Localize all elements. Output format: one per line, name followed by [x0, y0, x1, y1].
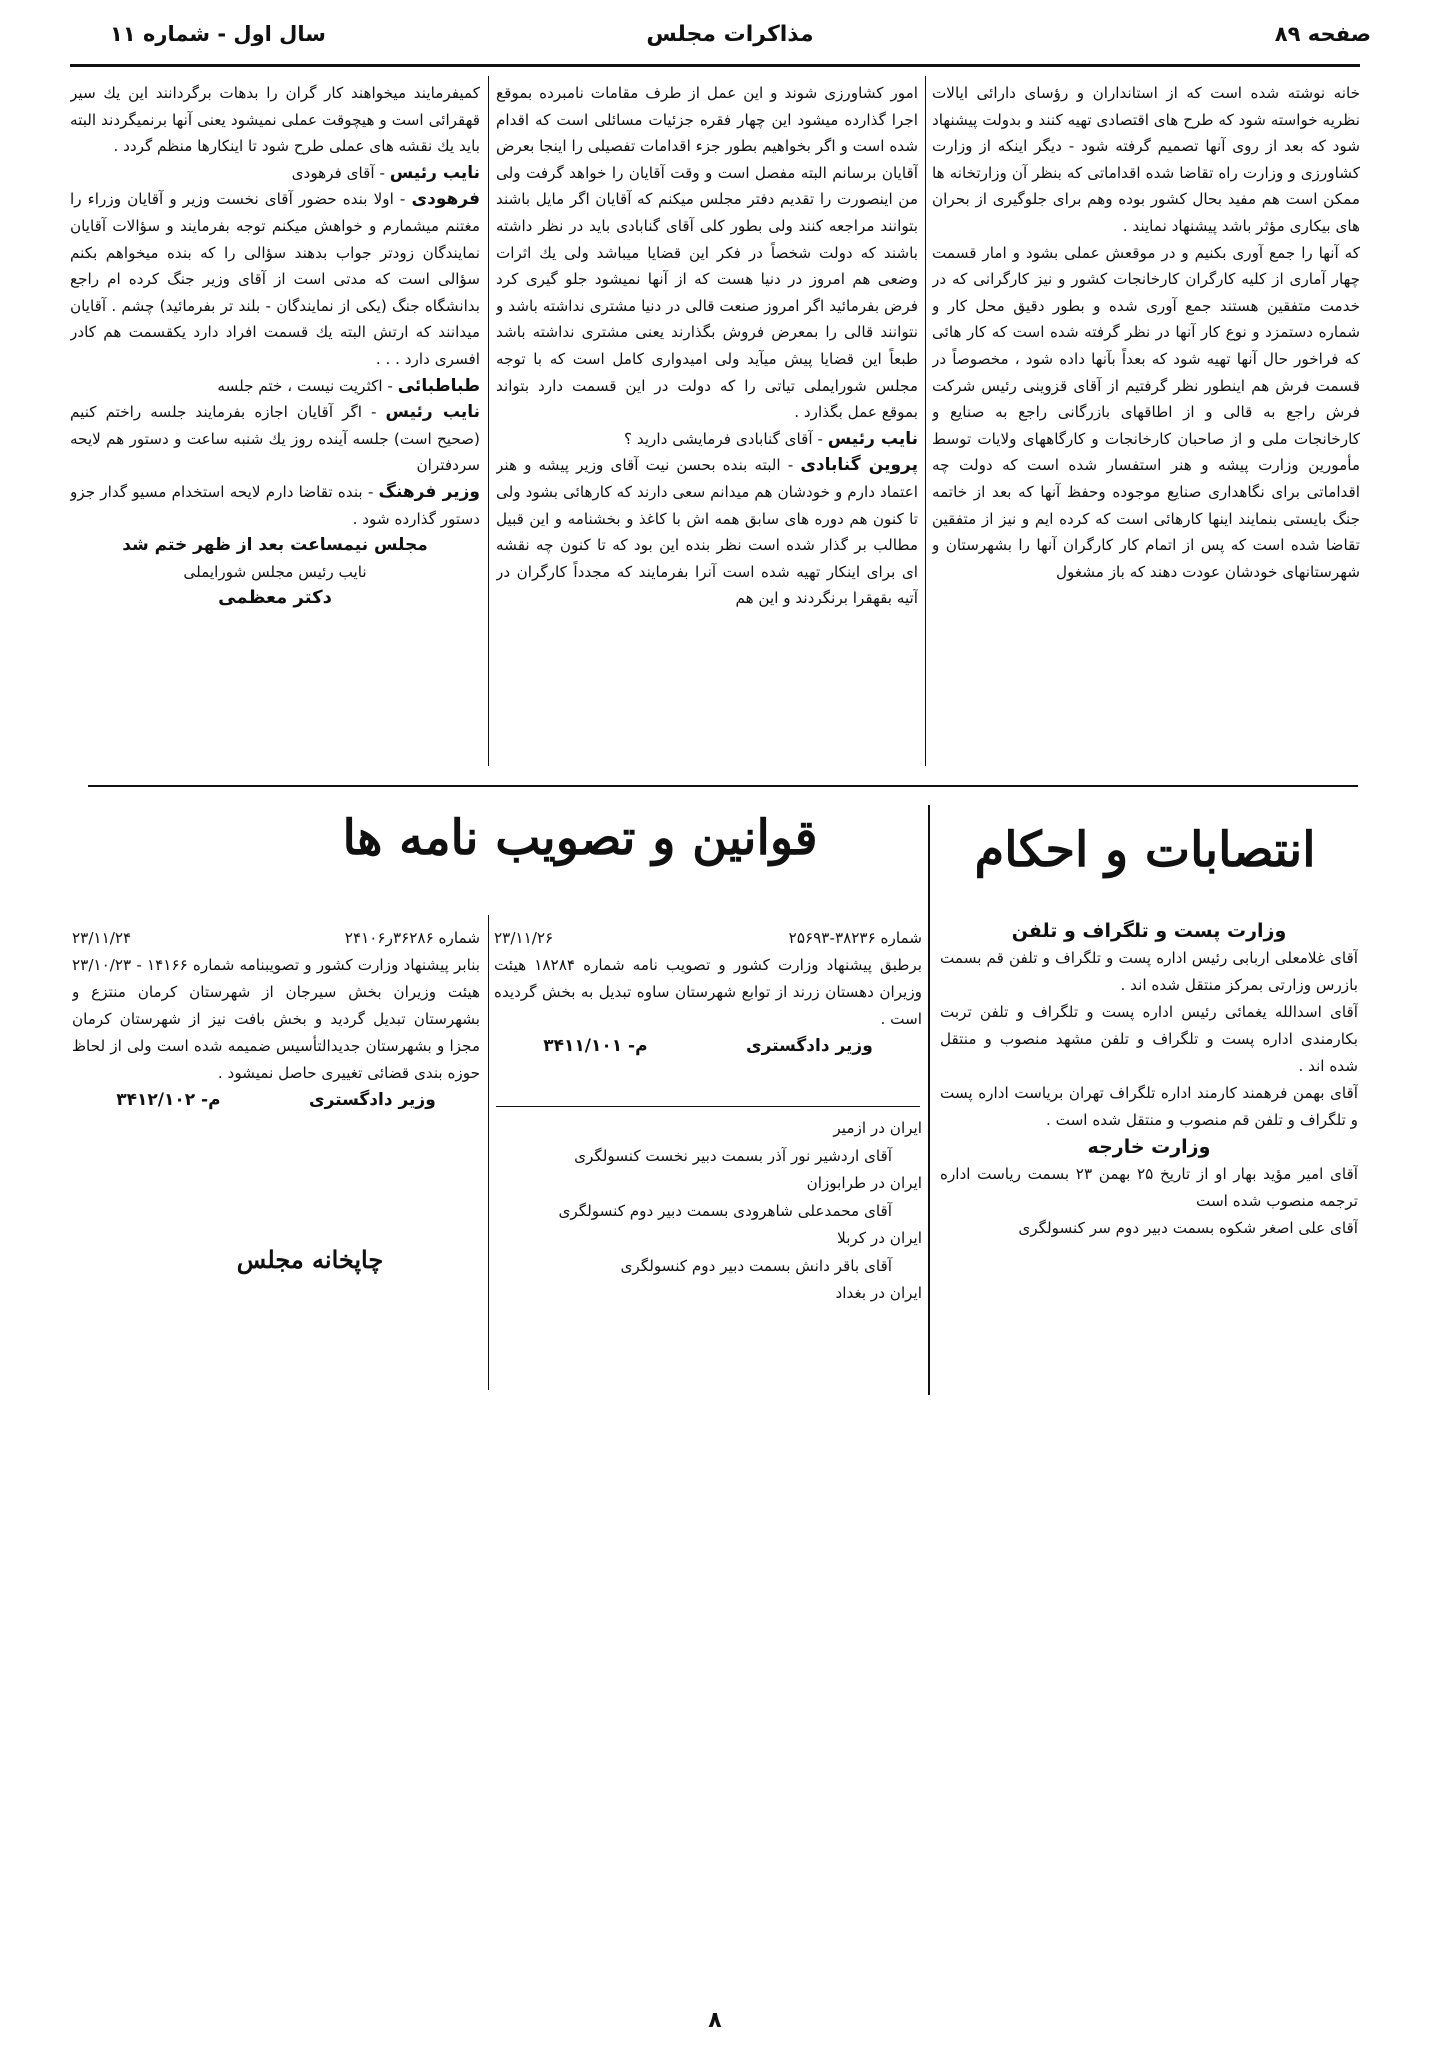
decree-code: م- ۳۴۱۱/۱۰۱ [543, 1036, 648, 1056]
appointment-entry: آقای اسدالله یغمائی رئیس اداره پست و تلگراف و تلفن تربت بکارمندی اداره پست و تلگراف و تلفن مشهد منصوب و منتقل شده اند . [940, 1003, 1358, 1075]
speaker-text: - اولا بنده حضور آقای نخست وزیر و آقایان وزراء را مغتنم میشمارم و خواهش میکنم توجه بفرمایند و سؤالات آقایان نمایندگان زودتر جواب بدهند سؤالی را که بنده میخواهم بکنم سؤالی است که مدتی است از آقای وزیر جنگ کرده ام راجع بدانشگاه جنگ (یکی از نمایندگان - بلند تر بفرمائید) چشم . آقایان میدانند که ارتش البته یك قسمت افراد دارد یکقسمت هم کادر افسری دارد . . . [70, 190, 480, 368]
press-stamp: چاپخانه مجلس [236, 1245, 384, 1274]
speaker-name: نایب رئیس [827, 428, 918, 449]
appointments-column [940, 918, 1358, 1388]
list-item: آقای اردشیر نور آذر بسمت دبیر نخست کنسولگری [574, 1146, 892, 1165]
speaker-name: پروین گنابادی [800, 455, 918, 476]
signature-name: دکتر معظمی [218, 587, 332, 609]
decree-rule [496, 1106, 920, 1107]
column-divider [925, 76, 926, 766]
speaker-turn [70, 479, 480, 532]
decree-2 [72, 925, 480, 1170]
speaker-turn [70, 399, 480, 479]
section-rule [88, 785, 1358, 787]
decree-body: بنابر پیشنهاد وزارت کشور و تصویبنامه شماره ۱۴۱۶۶ - ۲۳/۱۰/۲۳ هیئت وزیران بخش سیرجان از شهرستان کرمان منتزع و بشهرستان تبدیل گردید و بخش بافت نیز از شهرستان کرمان مجزا و بشهرستان جدیدالتأسیس ضمیمه شده است ولی از لحاظ حوزه بندی قضائی تغییری حاصل نمیشود . [72, 956, 480, 1082]
page-label: صفحه ۸۹ [1274, 22, 1371, 46]
speaker-name: وزیر فرهنگ [378, 481, 480, 502]
paragraph: کمیفرمایند میخواهند کار گران را بدهات برگردانند این یك سیر قهقرائی است و هیچوقت عملی نمیشود یعنی آنها برنمیگردند البته باید یك نقشه های عملی طرح شود تا اینکارها منظم گردد . [70, 84, 480, 156]
appointment-entry: آقای علی اصغر شکوه بسمت دبیر دوم سر کنسولگری [1018, 1219, 1358, 1237]
decree-signature [494, 1033, 922, 1060]
list-item: ایران در طرابوزان [806, 1174, 922, 1192]
decree-code: م- ۳۴۱۲/۱۰۲ [116, 1090, 221, 1110]
speaker-name: نایب رئیس [389, 162, 480, 183]
appointment-entry: آقای بهمن فرهمند کارمند اداره تلگراف تهران بریاست اداره پست و تلگراف و تلفن قم منصوب و منتقل شده است . [940, 1084, 1358, 1129]
decree-meta [72, 925, 480, 952]
paragraph: که آنها را جمع آوری بکنیم و در موقعش عملی بشود و امار قسمت چهار آماری از کلیه کارگران کارخانجات کشور و نیز کارگرانی که در خدمت متفقین هستند جمع آوری شده و بطور دقیق محل کار و شماره دستمزد و نوع کار آنها در نظر گرفته شده است که کار هائی که فراخور حال آنها تهیه شود که بعداً بآنها داده شود ، مخصوصاً در قسمت فرش هم اینطور نظر گرفتیم از آقای قزوینی رئیس شرکت فرش راجع به قالی و از اطاقهای بازرگانی راجع به صنایع و کارخانجات ملی و از صاحبان کارخانجات و کارگاههای ولایات توسط مأمورین وزارت پیشه و هنر استفسار شده است که دولت چه اقداماتی برای نگاهداری صنایع موجوده وحفظ آنها که بعد از خاتمه جنگ بایستی بنمایند اینها کارهائی است که کرده ایم و نیز از متفقین تقاضا شده است که پس از اتمام کار کارگران آنها را بشهرستان و شهرستانهای خودشان عودت دهند که باز مشغول [932, 243, 1360, 581]
decree-number: شماره ۳۸۲۳۶-۲۵۶۹۳ [788, 929, 922, 947]
issue-label: سال اول - شماره ۱۱ [110, 22, 326, 46]
speaker-text: - البته بنده بحسن نیت آقای وزیر پیشه و هنر اعتماد دارم و خودشان هم میدانم سعی دارند که کارهائی بشود ولی تا کنون هم دوره های سابق همه اش با کاغذ و بخشنامه و این قبیل مطالب بر گذار شده است نظر بنده این بود که تا کنون چه نقشه ای برای اینکار تهیه شده است آنرا بفرمایند که مجدداً کارگران در آتیه بقهقرا برنگردند و این هم [496, 456, 918, 608]
list-item: ایران در کربلا [837, 1229, 922, 1247]
laws-heading: قوانین و تصویب نامه ها [342, 810, 818, 866]
paragraph: خانه نوشته شده است که از استانداران و رؤسای دارائی ایالات نظریه خواسته شود که طرح های اقتصادی تهیه کنند و بدولت پیشنهاد شود که بعد از روی آنها تصمیم گرفته شود - دیگر اینکه از وزارت کشاورزی و وزارت راه تقاضا شده اقداماتی که بنظر آن وزارتخانه ها ممکن است هم مفید بحال کشور بوده وهم برای جلوگیری از بحران های بیکاری مؤثر باشد پیشنهاد نمایند . [932, 84, 1360, 235]
decree-number: شماره ۳۶۲۸۶ر۲۴۱۰۶ [344, 929, 480, 947]
column-divider [928, 805, 930, 1395]
decree-date: ۲۳/۱۱/۲۶ [494, 929, 554, 947]
speaker-text: - آقای فرهودی [291, 163, 390, 182]
list-item: ایران در ازمیر [833, 1119, 922, 1137]
speaker-text: - اگر آقایان اجازه بفرمایند جلسه راختم کنیم (صحیح است) جلسه آینده روز یك شنبه ساعت و دستور هم لایحه سردفتران [70, 403, 480, 475]
column-divider [488, 915, 489, 1390]
decree-date: ۲۳/۱۱/۲۴ [72, 929, 132, 947]
appointments-heading: انتصابات و احکام [974, 822, 1316, 878]
ministry-heading: وزارت پست و تلگراف و تلفن [1011, 920, 1287, 942]
decree-signer: وزیر دادگستری [308, 1090, 436, 1110]
speaker-turn [496, 426, 918, 453]
speaker-name: فرهودی [411, 189, 480, 210]
appointment-entry: آقای امیر مؤید بهار او از تاریخ ۲۵ بهمن ۲۳ بسمت ریاست اداره ترجمه منصوب شده است [940, 1165, 1358, 1210]
decree-body: برطبق پیشنهاد وزارت کشور و تصویب نامه شماره ۱۸۲۸۴ هیئت وزیران دهستان زرند از توابع شهرستان ساوه تبدیل به بخش گردیده است . [494, 956, 922, 1028]
decree-1 [494, 925, 922, 1095]
session-column-middle [496, 80, 918, 766]
session-end-note: مجلس نیمساعت بعد از ظهر ختم شد [122, 535, 428, 556]
list-item: آقای محمدعلی شاهرودی بسمت دبیر دوم کنسولگری [558, 1201, 892, 1220]
speaker-turn [70, 186, 480, 372]
decree-meta [494, 925, 922, 952]
gazette-title: مذاکرات مجلس [646, 22, 814, 47]
paragraph: امور کشاورزی شوند و این عمل از طرف مقامات نامبرده بموقع اجرا گذارده میشود این چهار فقره جزئیات مسائلی است که اقدام شده است و اگر بخواهیم بطور جزء اقدامات تفصیلی را اینجا بعرض آقایان برسانم البته مفصل است و وقت آقایان را خواهد گرفت ولی من اینصورت را تقدیم دفتر مجلس میکنم که آقایان اگر مایل باشند بتوانند مراجعه کنند ولی بطور کلی آقای گنابادی باید در نظر داشته باشند که دولت شخصاً در فکر این قضایا میباشد ولی یك اثرات وضعی هم امروز در دنیا هست که از آنها نمیشود جلو گیری کرد فرض بفرمائید اگر امروز صنعت قالی در دنیا مشتری نداشته باشد و نتوانند قالی را بمعرض فروش بگذارند یعنی مشتری نداشته باشد طبعاً این قضایا پیش میآید ولی امیدواری کامل است که با توجه مجلس شورایملی تیاتی را که دولت در این قسمت دارد بتواند بموقع عمل بگذارد . [496, 84, 918, 422]
speaker-turn [70, 373, 480, 400]
speaker-turn [496, 452, 918, 612]
signature-title: نایب رئیس مجلس شورایملی [183, 562, 367, 581]
session-column-right [932, 80, 1360, 766]
column-divider [488, 76, 489, 766]
ministry-heading: وزارت خارجه [1087, 1136, 1211, 1158]
speaker-turn [70, 160, 480, 187]
speaker-text: - بنده تقاضا دارم لایحه استخدام مسیو گدار جزو دستور گذارده شود . [70, 482, 480, 528]
page-number: ۸ [708, 2008, 722, 2033]
header-rule [70, 64, 1360, 67]
consular-continuation [494, 1115, 922, 1385]
session-column-left [70, 80, 480, 770]
list-item: ایران در بغداد [835, 1284, 922, 1302]
appointment-entry: آقای غلامعلی اربابی رئیس اداره پست و تلگراف و تلفن قم بسمت بازرس وزارتی بمرکز منتقل شده اند . [940, 949, 1358, 994]
speaker-name: طباطبائی [397, 375, 480, 396]
decree-signer: وزیر دادگستری [745, 1036, 873, 1056]
decree-signature [72, 1087, 480, 1114]
speaker-text: - اکثریت نیست ، ختم جلسه [217, 376, 398, 395]
list-item: آقای باقر دانش بسمت دبیر دوم کنسولگری [620, 1256, 892, 1275]
speaker-text: - آقای گنابادی فرمایشی دارید ؟ [623, 429, 828, 448]
speaker-name: نایب رئیس [385, 402, 480, 423]
